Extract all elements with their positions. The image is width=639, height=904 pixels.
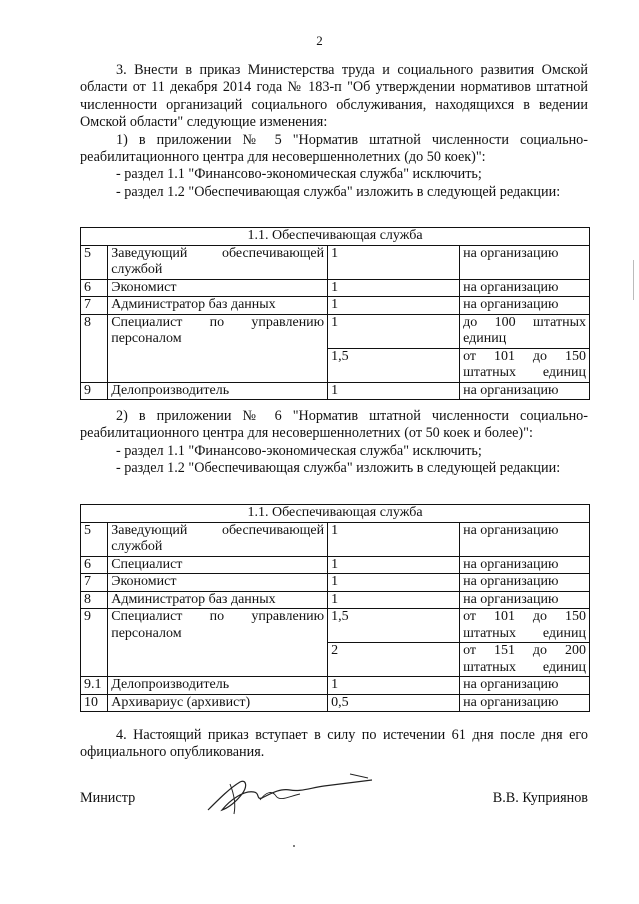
table-row [81,245,590,279]
item-2-dash-2: - раздел 1.2 "Обеспечивающая служба" изложить в следующей редакции: [116,460,561,477]
row-count: 1 [328,297,460,315]
handwritten-signature-icon [200,770,380,820]
row-basis: на организацию [460,574,590,592]
row-num: 8 [81,591,108,609]
row-num: 9.1 [81,677,108,695]
row-num: 8 [81,314,108,382]
row-position: Администратор баз данных [108,297,328,315]
row-position: Администратор баз данных [108,591,328,609]
row-position: Заведующий обеспечивающей службой [108,522,328,556]
row-basis: на организацию [460,382,590,400]
item-1-dash-1: - раздел 1.1 "Финансово-экономическая служба" исключить; [116,166,482,183]
table-row [81,297,590,315]
table-row [81,694,590,712]
staff-table-2 [80,504,590,712]
row-count: 1 [328,556,460,574]
row-basis: на организацию [460,694,590,712]
row-num: 10 [81,694,108,712]
row-basis: на организацию [460,591,590,609]
row-basis: на организацию [460,279,590,297]
row-basis: от 151 до 200 штатных единиц [460,643,590,677]
item-2-block [80,408,588,478]
table-2-header: 1.1. Обеспечивающая служба [81,505,590,523]
item-2-intro: 2) в приложении № 6 "Норматив штатной численности социально-реабилитационного центра для несовершеннолетних (от 50 коек и более)": [80,408,588,442]
table-row [81,279,590,297]
row-count: 1 [328,574,460,592]
row-position: Экономист [108,279,328,297]
scan-speck [293,845,295,847]
row-num: 6 [81,279,108,297]
table-row [81,591,590,609]
row-position: Делопроизводитель [108,677,328,695]
table-row [81,522,590,556]
row-num: 9 [81,382,108,400]
row-count: 1 [328,591,460,609]
item-2-dash-1: - раздел 1.1 "Финансово-экономическая служба" исключить; [116,442,482,459]
row-basis: до 100 штатных единиц [460,314,590,348]
row-num: 5 [81,522,108,556]
row-count: 1 [328,382,460,400]
row-basis: на организацию [460,556,590,574]
row-basis: на организацию [460,297,590,315]
staff-table-1 [80,227,590,400]
row-count: 1 [328,522,460,556]
paragraph-4-block [80,727,588,762]
minister-title: Министр [80,790,136,806]
table-row [81,314,590,348]
row-num: 6 [81,556,108,574]
item-1-intro: 1) в приложении № 5 "Норматив штатной численности социально-реабилитационного центра для несовершеннолетних (до 50 коек)": [80,131,588,166]
row-count: 2 [328,643,460,677]
row-position: Специалист по управлению персоналом [108,609,328,677]
row-position: Заведующий обеспечивающей службой [108,245,328,279]
amendments-block [80,62,588,201]
row-position: Специалист по управлению персоналом [108,314,328,382]
row-count: 1 [328,245,460,279]
minister-name: В.В. Куприянов [492,790,588,806]
table-1-header: 1.1. Обеспечивающая служба [81,228,590,246]
table-row [81,677,590,695]
row-position: Делопроизводитель [108,382,328,400]
row-basis: на организацию [460,245,590,279]
table-row [81,609,590,643]
row-num: 7 [81,574,108,592]
row-count: 1,5 [328,348,460,382]
page-number: 2 [316,33,323,48]
table-row [81,382,590,400]
row-basis: на организацию [460,677,590,695]
table-row [81,574,590,592]
paragraph-4: 4. Настоящий приказ вступает в силу по истечении 61 дня после дня его официального опубликования. [80,727,588,761]
table-row [81,556,590,574]
row-basis: на организацию [460,522,590,556]
row-num: 7 [81,297,108,315]
row-num: 5 [81,245,108,279]
paragraph-3: 3. Внести в приказ Министерства труда и социального развития Омской области от 11 декабря 2014 года № 183-п "Об утверждении нормативов штатной численности организаций социального обслуживания, находящихся в ведении Омской области" следующие изменения: [80,62,588,131]
row-num: 9 [81,609,108,677]
row-position: Экономист [108,574,328,592]
row-count: 1 [328,677,460,695]
row-basis: от 101 до 150 штатных единиц [460,348,590,382]
row-position: Архивариус (архивист) [108,694,328,712]
row-count: 0,5 [328,694,460,712]
scan-edge-mark [633,260,634,300]
row-basis: от 101 до 150 штатных единиц [460,609,590,643]
row-count: 1 [328,279,460,297]
row-count: 1 [328,314,460,348]
row-position: Специалист [108,556,328,574]
item-1-dash-2: - раздел 1.2 "Обеспечивающая служба" изложить в следующей редакции: [116,183,561,200]
row-count: 1,5 [328,609,460,643]
